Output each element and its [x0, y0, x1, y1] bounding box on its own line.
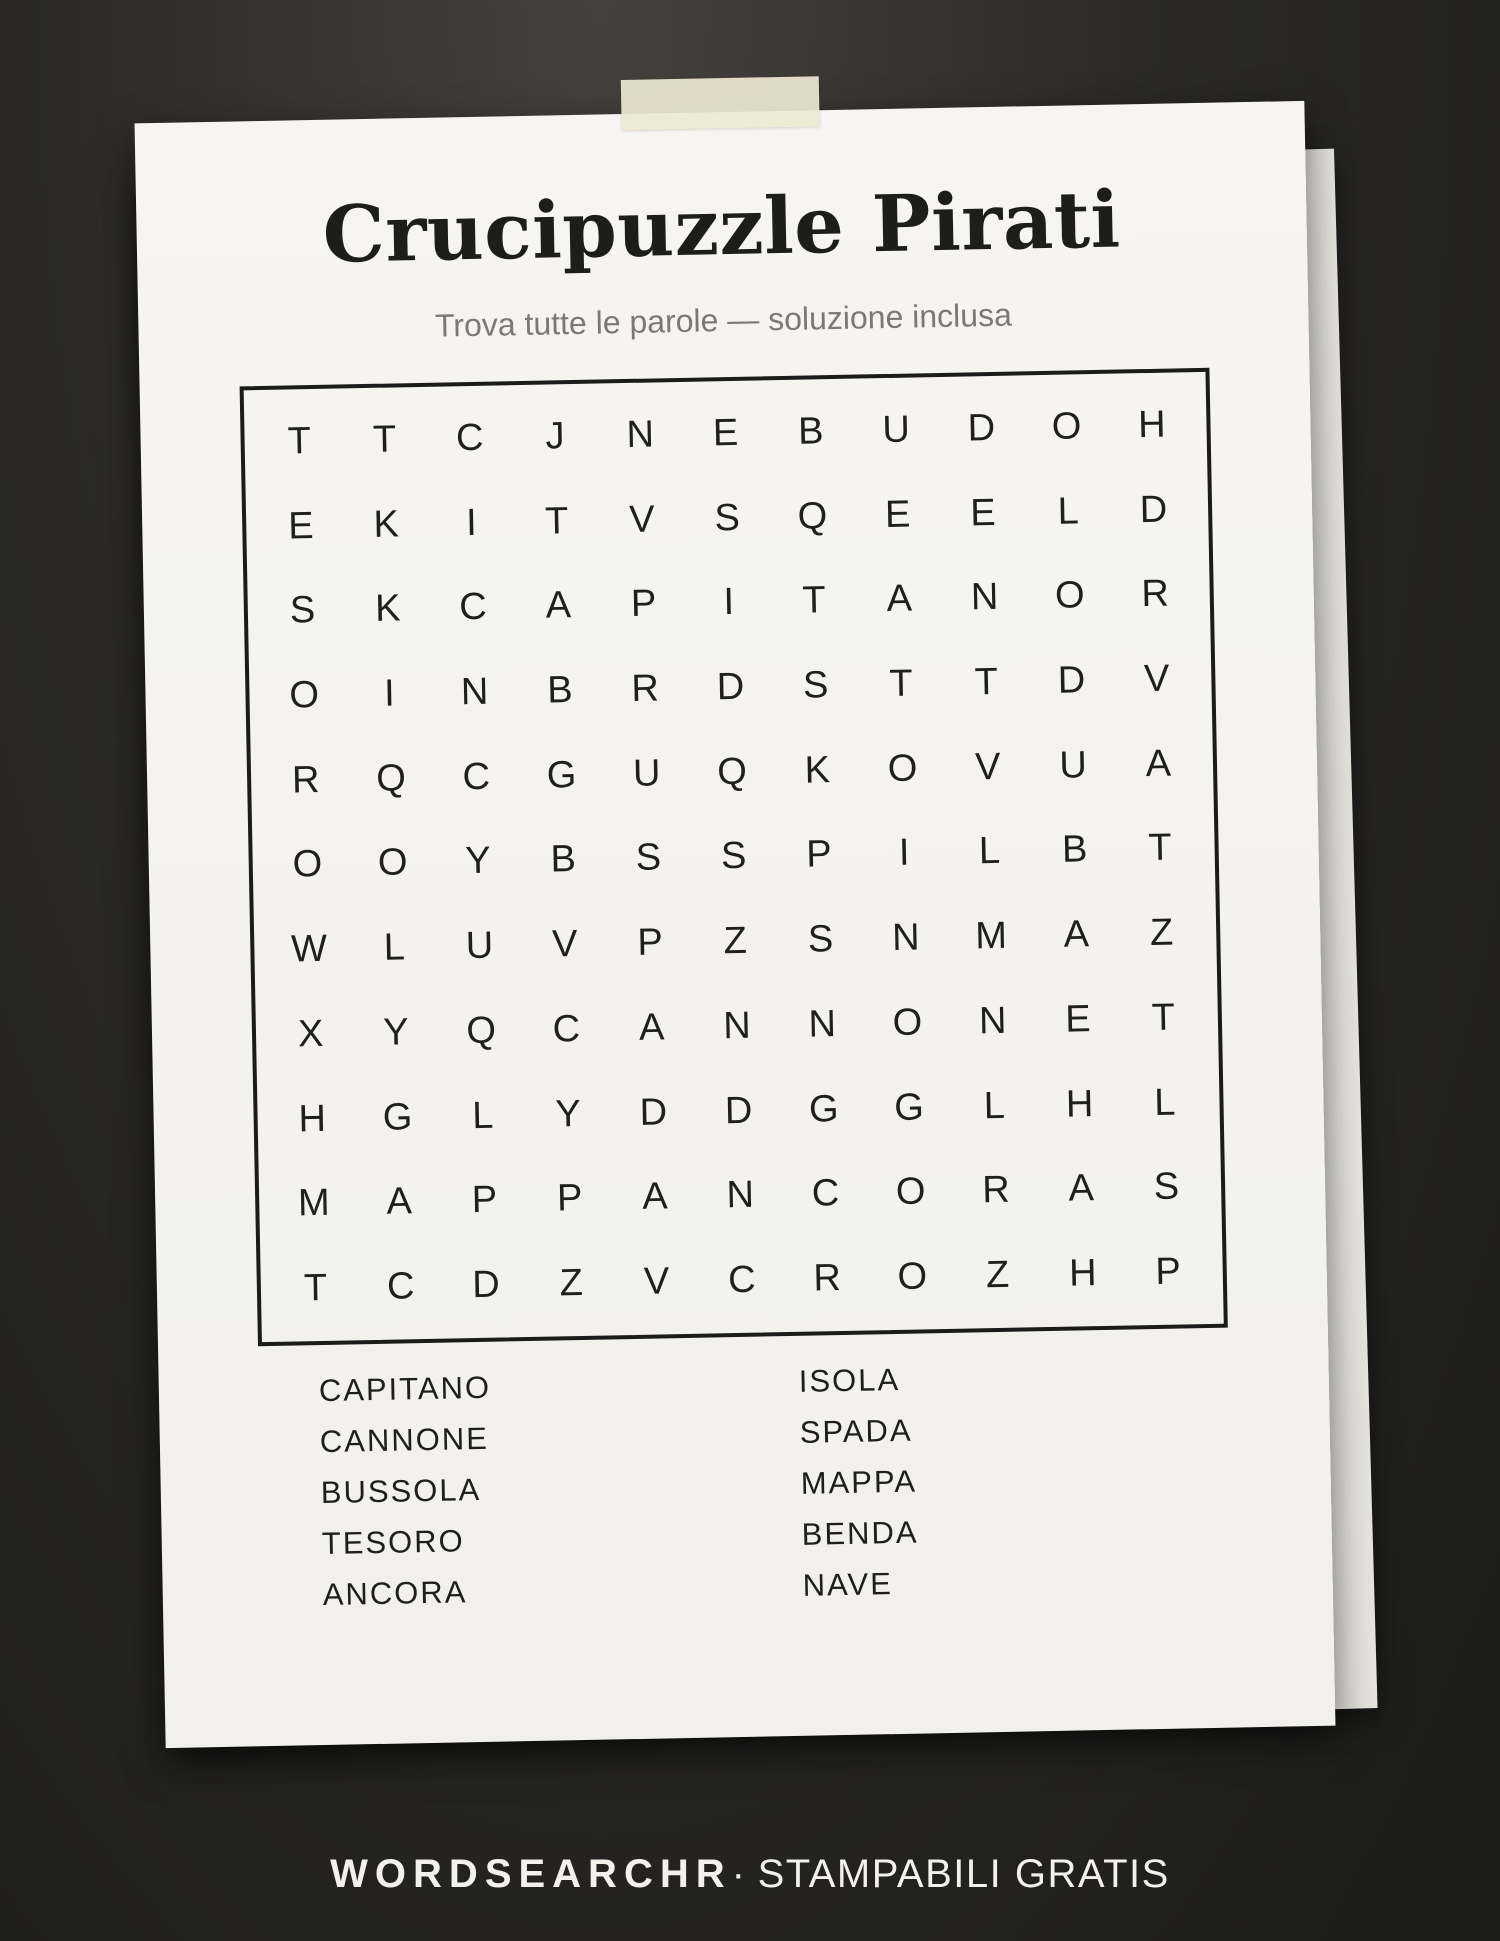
grid-cell: T [1151, 996, 1176, 1039]
grid-cell: E [712, 411, 739, 455]
grid-cell: H [1137, 403, 1166, 447]
grid-cell: C [462, 755, 491, 798]
grid-cell: T [372, 418, 397, 461]
page-subtitle: Trova tutte le parole — soluzione inclusa [434, 296, 1013, 344]
grid-cell: B [797, 410, 824, 453]
grid-cell: I [383, 672, 396, 715]
grid-cell: O [887, 747, 918, 790]
page-title: Crucipuzzle Pirati [321, 174, 1122, 281]
footer-tagline: STAMPABILI GRATIS [757, 1852, 1170, 1896]
grid-cell: L [1153, 1081, 1176, 1124]
grid-cell: G [546, 753, 577, 797]
grid-cell: Z [985, 1253, 1010, 1297]
grid-cell: T [1147, 827, 1172, 870]
grid-cell: U [632, 752, 661, 795]
grid-cell: S [807, 918, 834, 961]
grid-cell: S [714, 496, 741, 539]
grid-cell: Q [375, 757, 407, 800]
grid-cell: B [546, 669, 573, 712]
grid-cell: B [550, 838, 577, 882]
grid-cell: Q [465, 1009, 497, 1053]
grid-cell: C [455, 416, 484, 460]
grid-cell: D [639, 1091, 668, 1134]
grid-cell: P [471, 1179, 498, 1222]
grid-cell: N [808, 1003, 837, 1046]
grid-cell: O [897, 1255, 928, 1299]
grid-cell: C [727, 1258, 756, 1302]
grid-cell: A [886, 577, 913, 621]
grid-cell: W [290, 928, 328, 971]
grid-cell: R [631, 667, 660, 710]
grid-cell: D [716, 665, 745, 709]
grid-cell: I [465, 501, 478, 544]
word-list-item: ISOLA [798, 1361, 901, 1399]
grid-cell: Q [716, 750, 748, 794]
grid-cell: Y [382, 1011, 409, 1054]
grid-cell: V [1143, 657, 1170, 701]
grid-cell: I [898, 832, 910, 875]
grid-cell: G [893, 1086, 925, 1129]
grid-cell: P [556, 1177, 583, 1220]
grid-cell: S [720, 835, 747, 878]
grid-cell: P [1155, 1250, 1182, 1294]
grid-cell: Y [464, 840, 491, 883]
grid-cell: L [383, 926, 406, 969]
word-list-item: CANNONE [319, 1420, 490, 1460]
worksheet-paper [135, 101, 1336, 1748]
word-list-item: BENDA [801, 1514, 919, 1552]
grid-cell: H [1068, 1252, 1097, 1295]
grid-cell: D [724, 1089, 753, 1132]
grid-cell: O [892, 1001, 923, 1044]
grid-cell: A [638, 1006, 665, 1049]
grid-cell: N [970, 576, 999, 619]
grid-cell: Z [559, 1262, 584, 1305]
grid-cell: M [297, 1182, 331, 1225]
grid-cell: V [551, 923, 578, 966]
grid-cell: S [635, 836, 662, 880]
grid-cell: L [978, 830, 1001, 873]
grid-cell: T [303, 1267, 328, 1310]
word-list-right [798, 1354, 920, 1611]
grid-cell: U [1058, 743, 1088, 787]
word-list-item: CAPITANO [318, 1369, 492, 1409]
grid-cell: I [723, 581, 735, 624]
word-list-item: TESORO [321, 1523, 466, 1562]
grid-cell: O [377, 841, 408, 885]
grid-cell: Z [723, 919, 748, 963]
grid-cell: U [881, 408, 911, 451]
grid-cell: D [1057, 659, 1086, 702]
grid-cell: D [471, 1263, 501, 1307]
grid-cell: Y [554, 1092, 582, 1136]
grid-cell: S [802, 664, 829, 707]
grid-cell: K [373, 502, 400, 546]
grid-cell: V [974, 745, 1001, 789]
grid-cell: K [804, 748, 831, 792]
grid-cell: S [289, 589, 316, 632]
grid-cell: T [974, 660, 999, 704]
grid-cell: A [641, 1175, 669, 1219]
grid-cell: P [636, 921, 664, 965]
grid-cell: R [981, 1169, 1011, 1212]
grid-cell: D [967, 406, 996, 450]
grid-cell: M [974, 915, 1008, 958]
word-list-item: MAPPA [800, 1463, 918, 1501]
grid-cell: R [291, 758, 320, 802]
grid-cell: N [891, 916, 920, 960]
grid-cell: V [628, 498, 655, 541]
grid-cell: A [545, 584, 572, 627]
grid-cell: J [545, 415, 565, 458]
grid-cell: N [726, 1174, 755, 1217]
grid-cell: E [1064, 998, 1092, 1041]
grid-cell: S [1153, 1165, 1180, 1209]
grid-cell: Q [797, 494, 828, 538]
grid-cell: T [287, 419, 312, 463]
footer-brand: WORDSEARCHR [330, 1852, 732, 1896]
tape-strip [621, 76, 820, 130]
grid-cell: L [1057, 489, 1080, 533]
grid-cell: T [888, 662, 913, 706]
grid-cell: C [552, 1007, 581, 1051]
grid-cell: O [895, 1170, 926, 1214]
grid-cell: G [382, 1095, 413, 1139]
word-list-item: NAVE [802, 1566, 894, 1603]
grid-cell: E [287, 504, 314, 548]
grid-cell: Z [1149, 911, 1174, 955]
grid-cell: O [1051, 405, 1082, 448]
grid-cell: G [808, 1087, 840, 1131]
grid-cell: B [1061, 828, 1088, 872]
grid-cell: C [386, 1265, 415, 1308]
grid-cell: C [458, 586, 488, 629]
grid-cell: P [805, 833, 833, 877]
grid-cell: R [1140, 572, 1170, 616]
grid-cell: T [544, 499, 569, 543]
word-list-item: BUSSOLA [320, 1471, 482, 1511]
footer [0, 1852, 1500, 1897]
grid-cell: N [626, 413, 655, 456]
grid-cell: O [292, 843, 323, 886]
grid-cell: D [1139, 488, 1168, 531]
word-list-item: SPADA [799, 1412, 913, 1450]
grid-cell: L [983, 1084, 1006, 1127]
grid-cell: R [812, 1257, 842, 1300]
grid-cell: A [1063, 913, 1090, 956]
grid-cell: N [460, 670, 489, 714]
grid-cell: T [802, 579, 827, 622]
grid-cell: X [297, 1012, 324, 1056]
grid-cell: E [969, 491, 997, 534]
grid-cell: N [978, 999, 1007, 1043]
grid-cell: L [471, 1094, 494, 1137]
grid-cell: P [630, 582, 657, 626]
footer-separator: · [731, 1852, 747, 1896]
word-list-item: ANCORA [322, 1574, 468, 1613]
letter-grid [240, 368, 1228, 1346]
grid-cell: U [465, 924, 494, 968]
grid-cell: A [1068, 1167, 1095, 1211]
grid-cell: V [643, 1260, 670, 1303]
grid-cell: C [811, 1172, 840, 1215]
grid-cell: K [374, 587, 401, 631]
grid-cell: N [722, 1004, 752, 1048]
grid-cell: O [1054, 574, 1086, 618]
grid-cell: A [386, 1180, 413, 1224]
grid-cell: H [1065, 1082, 1094, 1126]
word-list-left [318, 1362, 495, 1620]
grid-cell: E [884, 493, 911, 536]
grid-cell: O [288, 673, 320, 717]
grid-cell: A [1145, 742, 1172, 785]
grid-cell: H [298, 1097, 327, 1141]
